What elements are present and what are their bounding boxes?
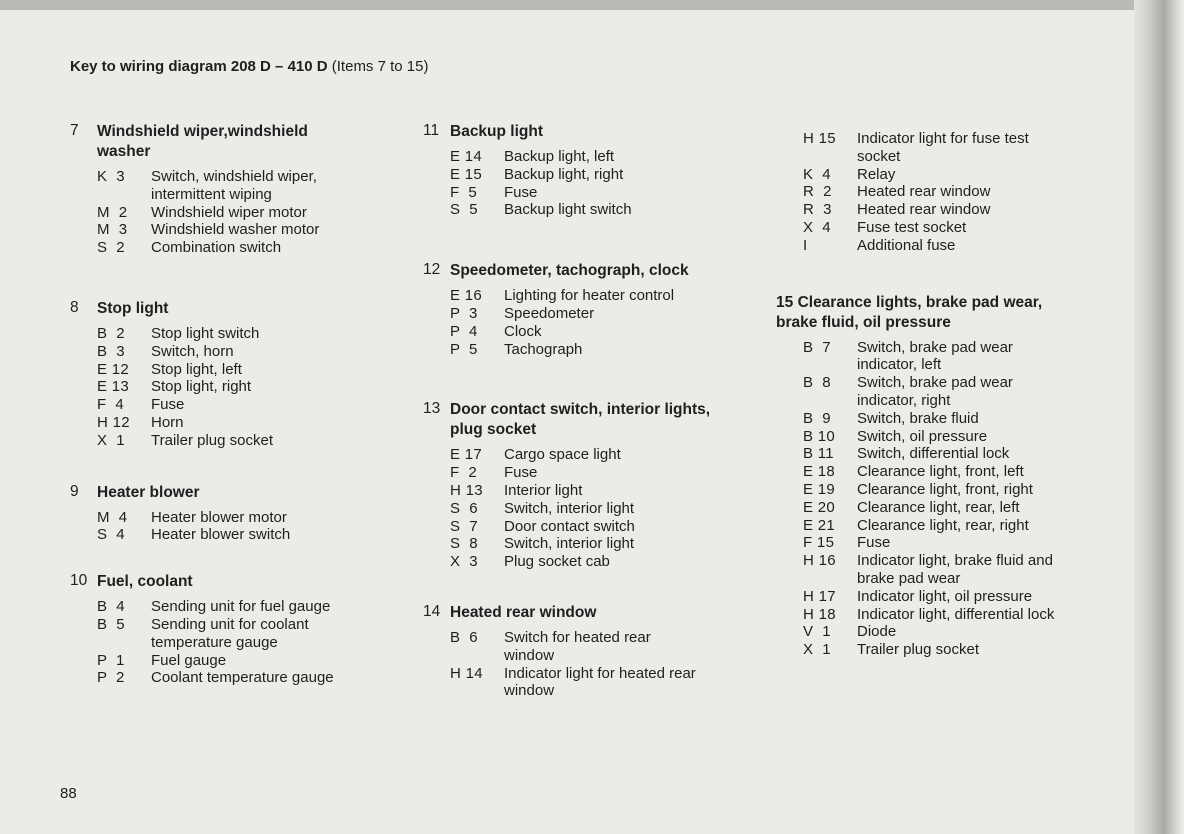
legend-item [803,428,1076,446]
legend-item [803,166,1076,184]
item-description: Plug socket cab [504,553,610,571]
item-description: Switch for heated rear window [504,628,651,664]
legend-item [803,201,1076,219]
item-code: X 1 [803,641,831,659]
section-number: 7 [70,122,79,139]
item-code: E 18 [803,463,836,481]
legend-item [97,432,382,450]
section-14 [423,603,741,700]
section-number: 10 [70,572,88,590]
item-code: F 15 [803,534,835,552]
item-description: Switch, interior light [504,499,635,517]
item-description: Sending unit for fuel gauge [151,598,331,616]
item-description: Stop light, right [151,378,252,396]
item-description: Stop light switch [151,324,260,342]
item-code: E 14 [450,148,483,165]
item-code: R 2 [803,183,832,201]
item-description: Switch, brake pad wear indicator, right [857,374,1013,409]
item-description: Speedometer [504,304,595,322]
item-description: Switch, brake fluid [857,409,979,427]
item-description: Clearance light, front, left [857,463,1024,481]
section-15 [776,293,1076,659]
item-description: Additional fuse [857,236,956,254]
section-number: 15 [776,293,794,311]
book-spine-shadow [1134,0,1184,834]
legend-item [97,168,382,204]
legend-item [803,481,1076,499]
item-code: E 15 [450,165,483,183]
item-code: M 4 [97,508,128,526]
item-description: Windshield wiper motor [151,203,307,221]
legend-item [803,517,1076,535]
item-code: I [803,236,808,254]
item-code: S 8 [450,535,478,553]
legend-item [803,641,1076,659]
legend-item [97,378,382,396]
item-code: B 11 [803,445,834,463]
item-code: S 7 [450,517,478,535]
item-description: Clearance light, rear, left [857,498,1020,516]
section-11 [423,122,741,219]
section-heading: Fuel, coolant [97,573,193,591]
item-description: Switch, horn [151,342,234,360]
legend-item [97,652,382,670]
item-description: Relay [857,165,896,183]
section-heading: Door contact switch, interior lights, plug socket [450,401,711,439]
legend-item [450,323,741,341]
item-description: Clearance light, front, right [857,480,1033,498]
item-description: Indicator light, oil pressure [857,587,1033,605]
item-description: Switch, interior light [504,535,635,553]
section-number: 14 [423,602,441,620]
item-description: Sending unit for coolant temperature gauge [151,615,309,651]
legend-item [803,463,1076,481]
item-description: Stop light, left [151,360,242,378]
item-description: Indicator light for fuse test socket [857,130,1029,165]
section-14-continued [776,130,1076,255]
legend-item [97,221,382,239]
section-heading [776,293,1056,333]
legend-item [450,287,741,305]
item-code: E 17 [450,446,483,464]
section-number: 13 [423,400,441,418]
page-title [70,58,428,75]
section-7 [70,122,382,257]
item-description: Heater blower motor [151,508,287,526]
key-column-2 [423,122,741,700]
item-description: Switch, windshield wiper, intermittent wiping [151,168,317,203]
item-code: E 12 [97,360,130,378]
legend-item [97,526,382,544]
key-column-3 [776,130,1076,659]
item-code: H 18 [803,605,836,623]
item-code: B 5 [97,615,125,633]
item-code: E 16 [450,287,483,305]
item-description: Switch, brake pad wear indicator, left [857,338,1013,374]
item-code: P 3 [450,304,478,322]
item-code: F 4 [97,396,125,414]
legend-item [803,588,1076,606]
legend-item [803,623,1076,641]
item-description: Fuse [504,464,538,482]
legend-item [450,665,741,701]
item-description: Tachograph [504,340,583,358]
item-description: Fuse [504,183,538,201]
legend-item [803,130,1076,166]
item-code: K 3 [97,168,125,185]
section-number: 11 [423,122,440,139]
item-description: Diode [857,623,897,641]
section-heading: Speedometer, tachograph, clock [450,262,689,280]
item-code: H 15 [803,130,836,147]
section-heading: Heated rear window [450,603,597,621]
legend-item [450,518,741,536]
item-description: Switch, oil pressure [857,427,988,445]
item-code: F 5 [450,183,478,201]
item-code: B 7 [803,338,831,356]
section-heading: Backup light [450,123,544,140]
section-number: 9 [70,482,79,500]
legend-item [97,414,382,432]
legend-item [803,606,1076,624]
item-description: Trailer plug socket [151,431,273,449]
legend-item [97,325,382,343]
item-description: Interior light [504,481,583,499]
legend-item [450,305,741,323]
item-description: Fuse [151,396,185,414]
legend-item [97,239,382,257]
legend-item [803,552,1076,588]
item-code: S 5 [450,201,478,219]
item-description: Fuse test socket [857,218,967,236]
item-description: Cargo space light [504,446,621,464]
legend-item [450,535,741,553]
item-code: P 1 [97,651,125,669]
section-8 [70,299,382,450]
legend-item [97,616,382,652]
legend-item [450,341,741,359]
legend-item [803,339,1076,375]
item-code: X 3 [450,553,478,571]
item-description: Fuel gauge [151,651,227,669]
legend-item [450,482,741,500]
legend-item [97,343,382,361]
legend-item [450,184,741,202]
legend-item [450,553,741,571]
legend-item [450,201,741,219]
item-description: Indicator light, differential lock [857,605,1055,623]
item-code: H 14 [450,664,483,682]
section-10 [70,572,382,687]
item-code: M 2 [97,203,128,221]
legend-item [97,509,382,527]
item-code: B 3 [97,342,125,360]
item-description: Windshield washer motor [151,221,320,239]
legend-item [450,500,741,518]
item-description: Heated rear window [857,183,991,201]
item-description: Combination switch [151,239,282,257]
legend-item [803,374,1076,410]
item-code: E 19 [803,480,836,498]
item-description: Trailer plug socket [857,641,979,659]
legend-item [97,669,382,687]
section-13 [423,400,741,571]
item-code: S 2 [97,239,125,257]
item-code: P 2 [97,669,125,687]
item-code: B 2 [97,324,125,342]
section-12 [423,261,741,358]
item-code: S 4 [97,526,125,544]
item-description: Heated rear window [857,201,991,219]
item-code: S 6 [450,499,478,517]
item-description: Clock [504,322,542,340]
item-code: K 4 [803,165,831,183]
legend-item [803,534,1076,552]
page-number: 88 [60,785,77,802]
item-code: H 13 [450,481,483,499]
page-top-edge [0,0,1184,10]
item-code: B 6 [450,628,478,646]
legend-item [803,499,1076,517]
item-code: P 4 [450,322,478,340]
legend-item [97,598,382,616]
legend-item [97,361,382,379]
section-9 [70,483,382,545]
item-code: H 17 [803,587,836,605]
page-title-main: Key to wiring diagram 208 D – 410 D [70,58,328,75]
item-code: B 4 [97,598,125,616]
item-code: M 3 [97,221,128,239]
item-description: Backup light, right [504,165,624,183]
legend-item [450,166,741,184]
section-heading: Heater blower [97,483,200,501]
item-code: H 12 [97,413,130,431]
legend-item [803,410,1076,428]
item-code: E 13 [97,378,130,396]
item-code: X 1 [97,431,125,449]
item-code: R 3 [803,201,832,219]
legend-item [450,629,741,665]
legend-item [97,396,382,414]
section-heading: Windshield wiper,windshield washer [97,123,308,160]
item-code: E 20 [803,498,836,516]
item-description: Fuse [857,534,891,552]
page-title-note: (Items 7 to 15) [331,58,429,75]
legend-item [450,464,741,482]
item-code: E 21 [803,516,836,534]
item-code: B 8 [803,374,831,392]
item-description: Lighting for heater control [504,287,675,305]
section-number: 12 [423,261,441,279]
item-description: Backup light, left [504,148,615,165]
key-column-1 [70,122,382,687]
item-description: Clearance light, rear, right [857,516,1029,534]
item-description: Coolant temperature gauge [151,669,334,687]
item-description: Door contact switch [504,517,635,535]
legend-item [450,446,741,464]
legend-item [450,148,741,166]
legend-item [803,237,1076,255]
item-description: Switch, differential lock [857,445,1010,463]
legend-item [97,204,382,222]
legend-item [803,445,1076,463]
item-code: F 2 [450,464,478,482]
item-description: Indicator light for heated rear window [504,664,696,700]
legend-item [803,219,1076,237]
item-description: Heater blower switch [151,526,291,544]
legend-item [803,183,1076,201]
item-code: V 1 [803,623,831,641]
item-description: Indicator light, brake fluid and brake pad wear [857,552,1053,587]
item-description: Backup light switch [504,201,632,219]
item-code: B 10 [803,427,836,445]
item-description: Horn [151,413,184,431]
item-code: X 4 [803,218,831,236]
section-heading: Stop light [97,299,169,317]
item-code: P 5 [450,340,478,358]
item-code: B 9 [803,409,831,427]
section-number: 8 [70,298,79,316]
item-code: H 16 [803,552,836,570]
section-title: Clearance lights, brake pad wear, brake fluid, oil pressure [776,293,1043,331]
